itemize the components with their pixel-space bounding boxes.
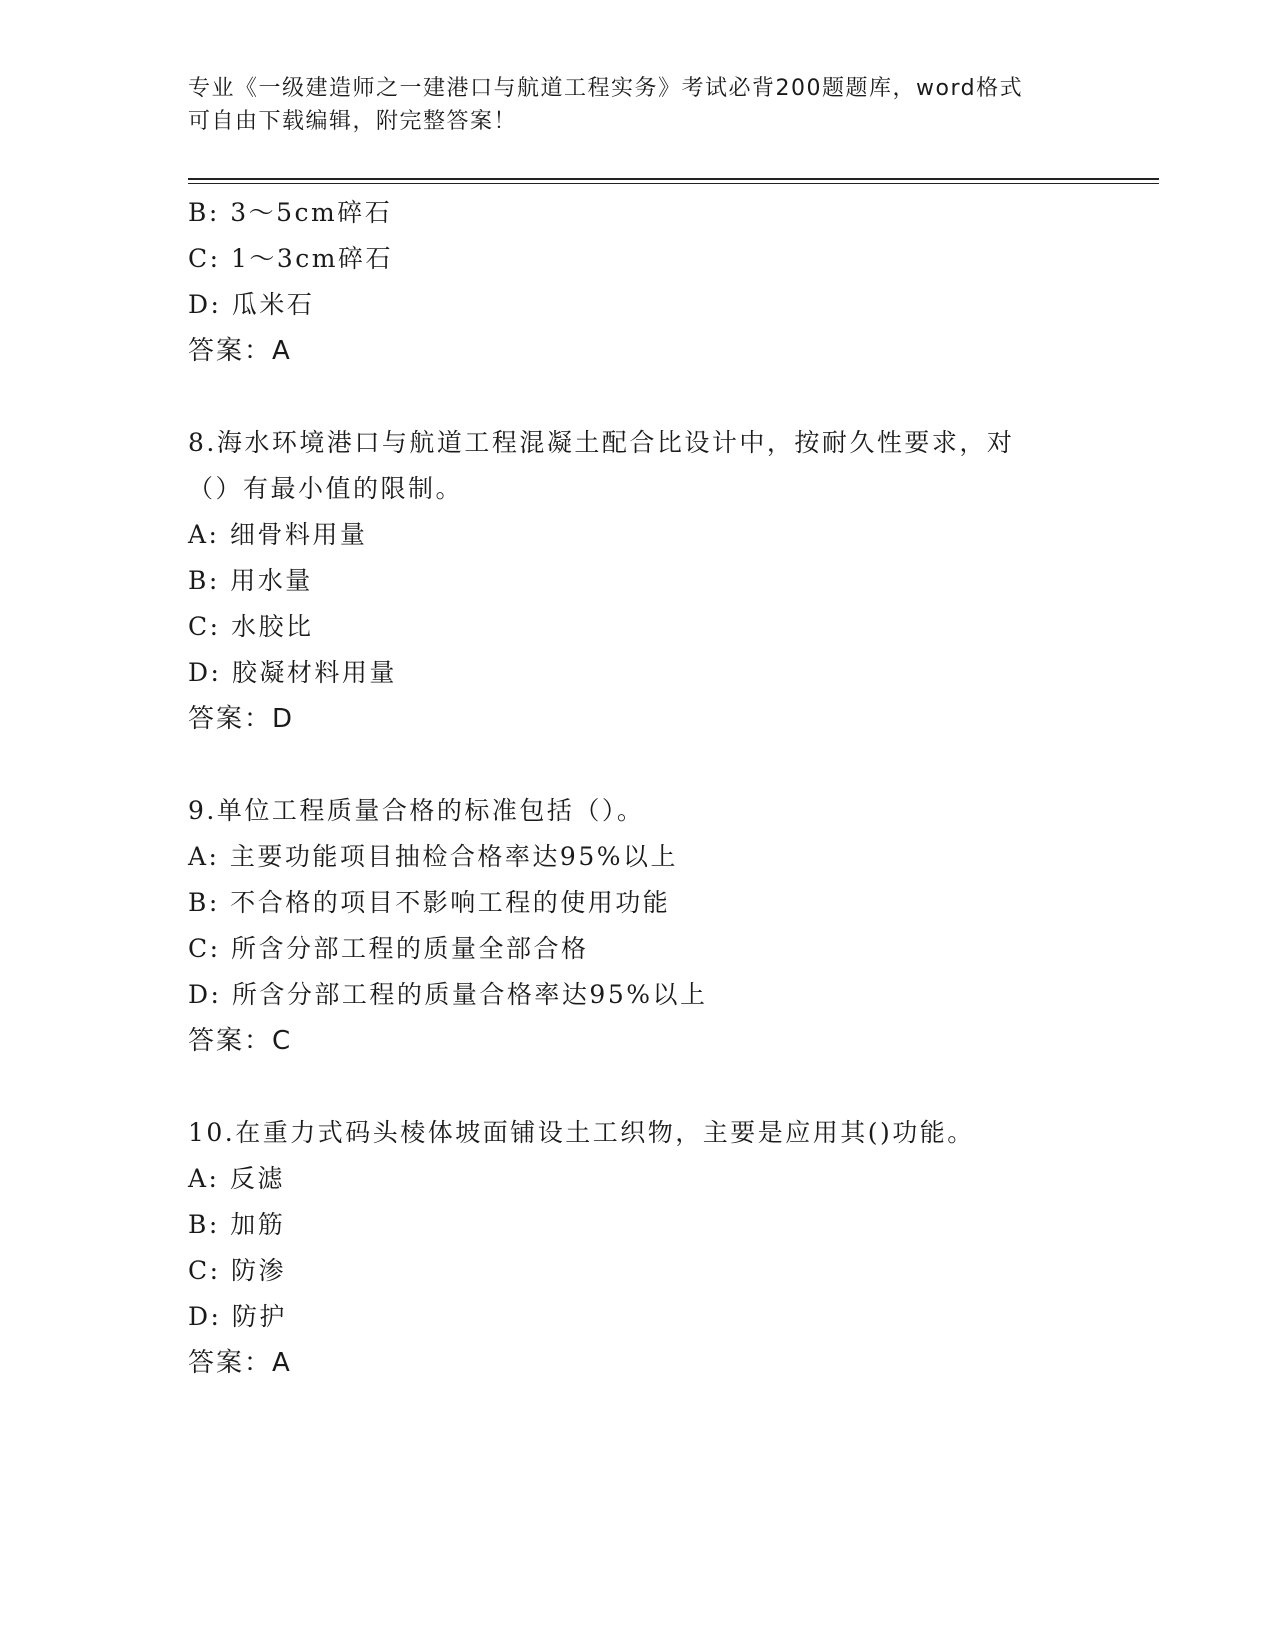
- option-b: B: 用水量: [188, 566, 313, 595]
- option-a: A: 细骨料用量: [188, 520, 368, 549]
- option-d: D: 防护: [188, 1302, 287, 1331]
- question-10: [188, 1110, 1088, 1386]
- question-stem: 9.单位工程质量合格的标准包括（）。: [188, 796, 645, 825]
- question-9: [188, 788, 1088, 1064]
- answer-line: 答案：C: [188, 1026, 293, 1056]
- option-b: B: 不合格的项目不影响工程的使用功能: [188, 888, 671, 917]
- option-d: D: 所含分部工程的质量合格率达95%以上: [188, 980, 708, 1009]
- option-b: B: 3～5cm碎石: [188, 198, 393, 227]
- option-a: A: 反滤: [188, 1164, 285, 1193]
- option-b: B: 加筋: [188, 1210, 286, 1239]
- answer-line: 答案：A: [188, 1348, 292, 1378]
- document-header: 专业《一级建造师之一建港口与航道工程实务》考试必背200题题库，word格式 可自由下载编辑，附完整答案！: [188, 76, 1024, 134]
- option-c: C: 所含分部工程的质量全部合格: [188, 934, 589, 963]
- question-fragment: [188, 190, 1088, 374]
- option-d: D: 胶凝材料用量: [188, 658, 397, 687]
- answer-line: 答案：A: [188, 336, 292, 366]
- option-c: C: 水胶比: [188, 612, 314, 641]
- document-body: [188, 190, 1088, 1386]
- question-8: [188, 420, 1088, 742]
- question-stem: 8.海水环境港口与航道工程混凝土配合比设计中，按耐久性要求，对 （）有最小值的限制。: [188, 428, 1015, 503]
- header-divider-thick: [188, 178, 1159, 180]
- option-c: C: 1～3cm碎石: [188, 244, 394, 273]
- option-c: C: 防渗: [188, 1256, 286, 1285]
- option-d: D: 瓜米石: [188, 290, 315, 319]
- answer-line: 答案：D: [188, 704, 295, 734]
- option-a: A: 主要功能项目抽检合格率达95%以上: [188, 842, 678, 871]
- question-stem: 10.在重力式码头棱体坡面铺设土工织物，主要是应用其()功能。: [188, 1118, 975, 1147]
- header-divider-thin: [188, 183, 1159, 184]
